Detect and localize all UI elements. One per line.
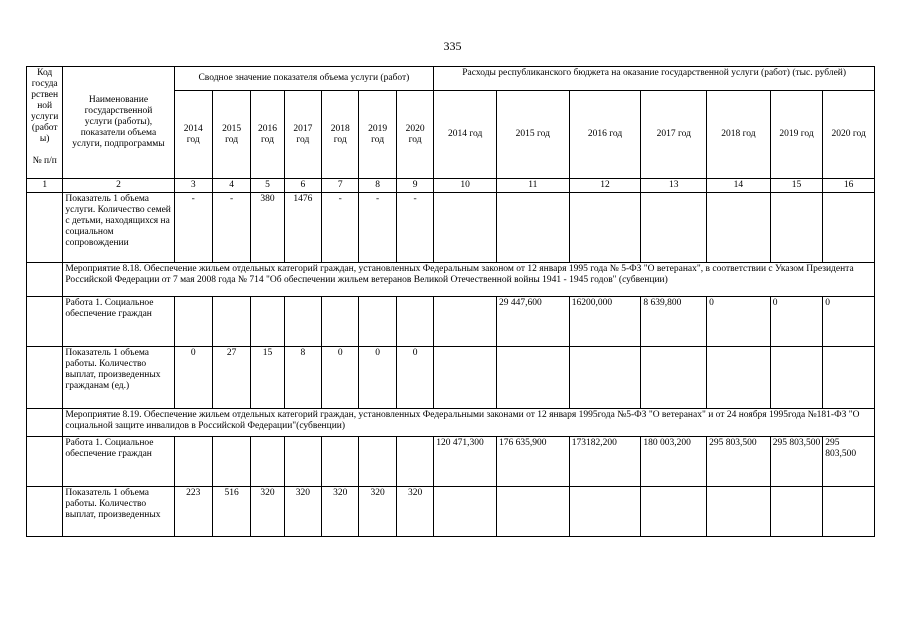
value-cell bbox=[359, 297, 396, 347]
header-code-line: Код bbox=[37, 68, 53, 78]
value-cell: 320 bbox=[251, 487, 284, 537]
value-cell: 27 bbox=[212, 347, 250, 409]
header-volume-group: Сводное значение показателя объема услуги (работ) bbox=[174, 67, 434, 91]
column-number: 6 bbox=[284, 179, 321, 193]
header-name-line: услуги, подпрограммы bbox=[72, 139, 165, 149]
value-cell bbox=[174, 437, 212, 487]
value-cell bbox=[707, 193, 771, 263]
value-cell: - bbox=[396, 193, 433, 263]
header-expense-year: 2020 год bbox=[823, 91, 875, 179]
header-code-line: № п/п bbox=[32, 156, 57, 166]
table-row bbox=[27, 347, 875, 409]
value-cell: 8 639,800 bbox=[641, 297, 707, 347]
value-cell bbox=[322, 437, 359, 487]
value-cell bbox=[823, 487, 875, 537]
header-expense-year: 2019 год bbox=[770, 91, 823, 179]
value-cell: 173182,200 bbox=[569, 437, 641, 487]
value-cell: 516 bbox=[212, 487, 250, 537]
value-cell: 0 bbox=[770, 297, 823, 347]
code-cell bbox=[27, 193, 63, 263]
header-expense-year: 2017 год bbox=[641, 91, 707, 179]
value-cell: 295 803,500 bbox=[770, 437, 823, 487]
header-expense-year: 2016 год bbox=[569, 91, 641, 179]
value-cell: 0 bbox=[359, 347, 396, 409]
value-cell bbox=[496, 487, 569, 537]
section-row bbox=[27, 263, 875, 297]
section-text: Мероприятие 8.18. Обеспечение жильем отдельных категорий граждан, установленных Федеральным законом от 12 января 1995 года № 5-ФЗ "О ветеранах", в соответствии с Указом Президента Российской Федерации от 7 мая 2008 года № 714 "Об обеспечении жильем ветеранов Великой Отечественной войны 1941 - 1945 годов" (субвенции) bbox=[63, 263, 875, 297]
value-cell bbox=[770, 347, 823, 409]
header-expense-year: 2018 год bbox=[707, 91, 771, 179]
header-code-line bbox=[29, 145, 60, 156]
header-code bbox=[27, 67, 63, 179]
value-cell: 380 bbox=[251, 193, 284, 263]
value-cell: 0 bbox=[322, 347, 359, 409]
header-code-line: (работ bbox=[31, 123, 58, 133]
table-row bbox=[27, 297, 875, 347]
value-cell bbox=[496, 193, 569, 263]
value-cell bbox=[396, 297, 433, 347]
value-cell: 16200,000 bbox=[569, 297, 641, 347]
value-cell bbox=[284, 437, 321, 487]
code-cell bbox=[27, 297, 63, 347]
value-cell: 176 635,900 bbox=[496, 437, 569, 487]
header-expense-year: 2015 год bbox=[496, 91, 569, 179]
value-cell bbox=[641, 193, 707, 263]
value-cell: 320 bbox=[284, 487, 321, 537]
header-volume-year: 2017 год bbox=[284, 91, 321, 179]
column-number: 5 bbox=[251, 179, 284, 193]
name-cell: Работа 1. Социальное обеспечение граждан bbox=[63, 297, 174, 347]
column-number: 4 bbox=[212, 179, 250, 193]
header-name-line: услуги (работы), bbox=[84, 117, 153, 127]
value-cell: 0 bbox=[707, 297, 771, 347]
code-cell bbox=[27, 347, 63, 409]
column-number: 2 bbox=[63, 179, 174, 193]
value-cell bbox=[707, 487, 771, 537]
value-cell: - bbox=[174, 193, 212, 263]
name-cell: Показатель 1 объема работы. Количество выплат, произведенных гражданам (ед.) bbox=[63, 347, 174, 409]
value-cell bbox=[359, 437, 396, 487]
column-number: 12 bbox=[569, 179, 641, 193]
value-cell bbox=[823, 193, 875, 263]
header-name-line: государственной bbox=[84, 106, 153, 116]
header-code-line: ной bbox=[37, 101, 53, 111]
value-cell bbox=[569, 487, 641, 537]
value-cell bbox=[770, 193, 823, 263]
column-number: 13 bbox=[641, 179, 707, 193]
value-cell: 1476 bbox=[284, 193, 321, 263]
value-cell: - bbox=[212, 193, 250, 263]
value-cell bbox=[434, 193, 497, 263]
value-cell: - bbox=[322, 193, 359, 263]
column-number: 16 bbox=[823, 179, 875, 193]
value-cell: 120 471,300 bbox=[434, 437, 497, 487]
value-cell: 15 bbox=[251, 347, 284, 409]
header-volume-year: 2014 год bbox=[174, 91, 212, 179]
column-number: 7 bbox=[322, 179, 359, 193]
value-cell bbox=[569, 347, 641, 409]
value-cell bbox=[770, 487, 823, 537]
header-name-line: Наименование bbox=[88, 95, 149, 105]
column-number: 14 bbox=[707, 179, 771, 193]
header-name-line: показатели объема bbox=[80, 128, 157, 138]
column-number: 3 bbox=[174, 179, 212, 193]
value-cell bbox=[212, 297, 250, 347]
code-cell bbox=[27, 409, 63, 437]
value-cell bbox=[823, 347, 875, 409]
value-cell: 295 803,500 bbox=[823, 437, 875, 487]
value-cell: 0 bbox=[823, 297, 875, 347]
header-volume-year: 2015 год bbox=[212, 91, 250, 179]
value-cell: 320 bbox=[322, 487, 359, 537]
code-cell bbox=[27, 437, 63, 487]
value-cell: 8 bbox=[284, 347, 321, 409]
table-row bbox=[27, 487, 875, 537]
value-cell: 223 bbox=[174, 487, 212, 537]
value-cell: 295 803,500 bbox=[707, 437, 771, 487]
name-cell: Показатель 1 объема работы. Количество выплат, произведенных bbox=[63, 487, 174, 537]
header-row-numbers bbox=[27, 179, 875, 193]
value-cell bbox=[284, 297, 321, 347]
code-cell bbox=[27, 487, 63, 537]
header-row-groups bbox=[27, 67, 875, 91]
header-name bbox=[63, 67, 174, 179]
header-expense-group: Расходы республиканского бюджета на оказание государственной услуги (работ) (тыс. рублей) bbox=[434, 67, 875, 91]
value-cell: 0 bbox=[396, 347, 433, 409]
table-row bbox=[27, 437, 875, 487]
value-cell bbox=[322, 297, 359, 347]
header-expense-year: 2014 год bbox=[434, 91, 497, 179]
header-code-line: госуда bbox=[31, 79, 58, 89]
table-row bbox=[27, 193, 875, 263]
value-cell bbox=[496, 347, 569, 409]
section-row bbox=[27, 409, 875, 437]
value-cell bbox=[641, 487, 707, 537]
header-code-line: рствен bbox=[31, 90, 59, 100]
value-cell bbox=[569, 193, 641, 263]
value-cell: - bbox=[359, 193, 396, 263]
header-volume-year: 2019 год bbox=[359, 91, 396, 179]
header-volume-year: 2020 год bbox=[396, 91, 433, 179]
value-cell bbox=[251, 437, 284, 487]
value-cell: 29 447,600 bbox=[496, 297, 569, 347]
column-number: 1 bbox=[27, 179, 63, 193]
value-cell bbox=[251, 297, 284, 347]
value-cell: 320 bbox=[359, 487, 396, 537]
value-cell bbox=[641, 347, 707, 409]
section-text: Мероприятие 8.19. Обеспечение жильем отдельных категорий граждан, установленных Федеральными законами от 12 января 1995года №5-ФЗ "О ветеранах" и от 24 ноября 1995года №181-ФЗ "О социальной защите инвалидов в Российской Федерации"(субвенции) bbox=[63, 409, 875, 437]
value-cell bbox=[396, 437, 433, 487]
value-cell bbox=[707, 347, 771, 409]
column-number: 10 bbox=[434, 179, 497, 193]
name-cell: Работа 1. Социальное обеспечение граждан bbox=[63, 437, 174, 487]
value-cell: 180 003,200 bbox=[641, 437, 707, 487]
report-table bbox=[26, 66, 875, 537]
value-cell bbox=[434, 347, 497, 409]
column-number: 15 bbox=[770, 179, 823, 193]
header-volume-year: 2018 год bbox=[322, 91, 359, 179]
value-cell: 0 bbox=[174, 347, 212, 409]
code-cell bbox=[27, 263, 63, 297]
name-cell: Показатель 1 объема услуги. Количество семей с детьми, находящихся на социальном сопровождении bbox=[63, 193, 174, 263]
column-number: 8 bbox=[359, 179, 396, 193]
value-cell: 320 bbox=[396, 487, 433, 537]
value-cell bbox=[212, 437, 250, 487]
value-cell bbox=[434, 297, 497, 347]
header-code-line: ы) bbox=[39, 134, 50, 144]
column-number: 9 bbox=[396, 179, 433, 193]
page-number: 335 bbox=[443, 39, 462, 53]
value-cell bbox=[174, 297, 212, 347]
header-code-line: услуги bbox=[30, 112, 59, 122]
value-cell bbox=[434, 487, 497, 537]
column-number: 11 bbox=[496, 179, 569, 193]
header-volume-year: 2016 год bbox=[251, 91, 284, 179]
